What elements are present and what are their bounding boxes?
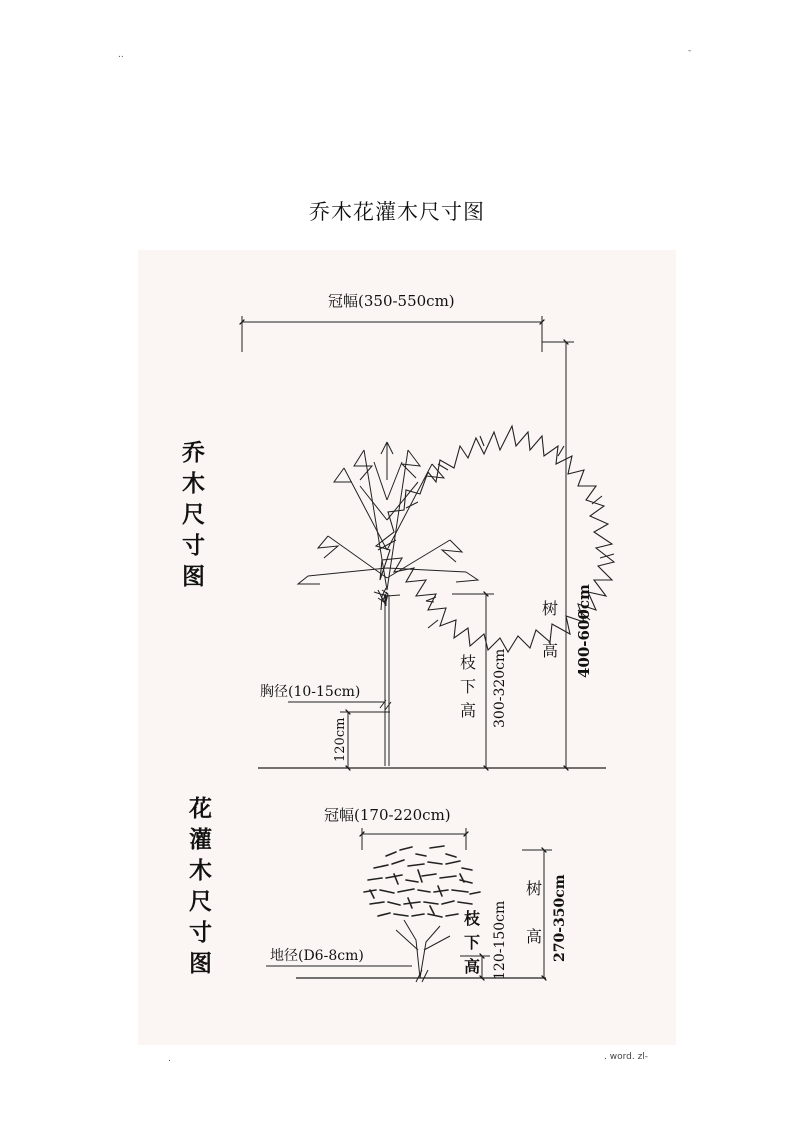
tree-height-char-2: 高	[542, 641, 559, 660]
footer-left-mark: .	[168, 1054, 171, 1064]
tree-height-dimension	[542, 342, 574, 768]
shrub-stems	[396, 920, 450, 978]
shrub-height-dimension	[522, 850, 552, 978]
tree-side-title: 乔木尺寸图	[178, 440, 204, 595]
tree-breast-height-value: 120cm	[333, 717, 348, 762]
tree-clear-trunk-char-1: 枝	[460, 653, 477, 672]
shrub-clear-trunk-char-2: 下	[464, 933, 481, 952]
tree-height-char-1: 树	[542, 599, 559, 618]
shrub-side-title: 花灌木尺寸图	[185, 796, 211, 982]
shrub-ground-dia-dimension	[266, 966, 428, 982]
header-left-mark: ..	[118, 50, 124, 60]
shrub-clear-trunk-char-1: 枝	[464, 909, 481, 928]
shrub-height-value: 270-350cm	[552, 874, 568, 962]
tree-crown-label: 冠幅(350-550cm)	[328, 292, 455, 310]
tree-crown-dimension	[242, 316, 542, 352]
shrub-ground-dia-label: 地径(D6-8cm)	[270, 948, 364, 964]
footer-right-text: . word. zl-	[604, 1052, 649, 1062]
shrub-height-char-2: 高	[526, 927, 543, 946]
shrub-crown-dimension	[362, 828, 466, 850]
page-title: 乔木花灌木尺寸图	[309, 200, 485, 224]
tree-clear-trunk-value: 300-320cm	[492, 648, 508, 728]
figure-drawing	[138, 250, 676, 1045]
tree-height-value: 400-600cm	[575, 584, 593, 678]
shrub-clear-trunk-char-3: 高	[464, 957, 481, 976]
shrub-foliage	[364, 846, 480, 917]
tree-branches	[298, 442, 478, 766]
tree-clear-trunk-char-3: 高	[460, 701, 477, 720]
shrub-crown-label: 冠幅(170-220cm)	[324, 806, 451, 824]
header-right-mark: -	[688, 46, 692, 56]
shrub-height-char-1: 树	[526, 879, 543, 898]
tree-dbh-label: 胸径(10-15cm)	[260, 684, 361, 700]
shrub-clear-trunk-value: 120-150cm	[492, 900, 508, 980]
dimension-figure	[138, 250, 676, 1045]
tree-clear-trunk-char-2: 下	[460, 677, 477, 696]
